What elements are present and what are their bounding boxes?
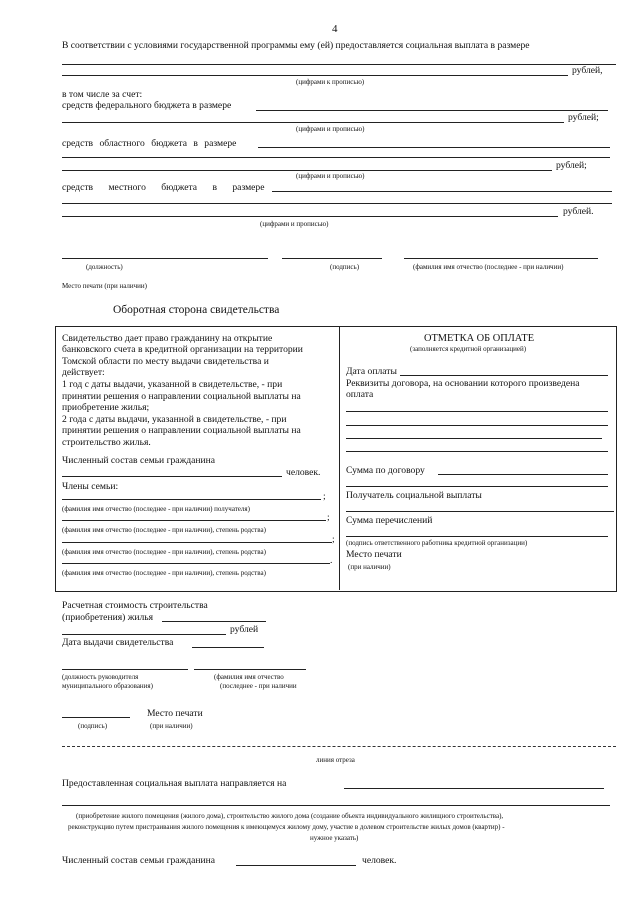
amount-line: [62, 75, 568, 76]
payment-date-line: [400, 375, 608, 376]
position-hint: (должность): [86, 263, 123, 271]
name-line: [404, 258, 598, 259]
cut-line: [62, 746, 616, 747]
persons-label: человек.: [286, 467, 321, 478]
member-hint: (фамилия имя отчество (последнее - при наличии), степень родства): [62, 548, 266, 556]
local-amount-line: [62, 203, 612, 204]
separator: ;: [332, 534, 335, 545]
head-position-line: [62, 669, 188, 670]
regional-label: средств областного бюджета в размере: [62, 138, 237, 149]
contract-sum-line: [438, 474, 608, 475]
stamp-place: Место печати (при наличии): [62, 282, 147, 290]
family-members-label: Члены семьи:: [62, 481, 119, 492]
head-position-hint: (должность руководителя: [62, 673, 139, 681]
signature-hint: (подпись): [78, 722, 108, 730]
purpose-hint: (приобретение жилого помещения (жилого дома), строительство жилого дома (создание объекта индивидуального жилищного строительства),: [76, 812, 504, 820]
member-hint: (фамилия имя отчество (последнее - при наличии), степень родства): [62, 526, 266, 534]
validity-line: Томской области по месту выдачи свидетельства и: [62, 356, 269, 367]
contract-details-line: [346, 438, 602, 439]
signature-hint: (подпись): [330, 263, 360, 271]
hint-words: (цифрами к прописью): [296, 78, 365, 86]
family-count-label: Численный состав семьи гражданина: [62, 455, 215, 466]
transfer-sum-line: [346, 536, 608, 537]
transfer-sum-label: Сумма перечислений: [346, 515, 433, 526]
validity-line: приобретение жилья;: [62, 402, 150, 413]
contract-details-line: [346, 425, 608, 426]
member-line: [62, 499, 321, 500]
head-position-hint: муниципального образования): [62, 682, 153, 690]
contract-details-label: оплата: [346, 389, 374, 400]
validity-line: строительство жилья.: [62, 437, 151, 448]
rubles-label: рублей.: [563, 206, 594, 217]
validity-line: 1 год с даты выдачи, указанной в свидетельстве, - при: [62, 379, 283, 390]
purpose-hint: реконструкцию путем пристраивания жилого помещения к имеющемуся жилому дому, участие в долевом строительстве жилых домов (квартир) -: [68, 823, 505, 831]
stamp-hint: (при наличии): [150, 722, 193, 730]
rubles-label: рублей: [230, 624, 259, 635]
name-hint: (фамилия имя отчество (последнее - при наличии): [413, 263, 564, 271]
directed-to-label: Предоставленная социальная выплата направляется на: [62, 778, 287, 789]
head-name-hint: (фамилия имя отчество: [214, 673, 284, 681]
separator: ;: [327, 512, 330, 523]
contract-sum-line: [346, 486, 608, 487]
purpose-hint: нужное указать): [310, 834, 359, 842]
contract-details-line: [346, 411, 608, 412]
validity-line: принятии решения о направлении социальной выплаты на: [62, 425, 301, 436]
signature-line: [282, 258, 382, 259]
regional-amount-line: [62, 157, 610, 158]
local-amount-line: [272, 191, 612, 192]
validity-line: принятии решения о направлении социальной выплаты на: [62, 391, 301, 402]
persons-label: человек.: [362, 855, 397, 866]
family-count-line: [62, 476, 282, 477]
issue-date-label: Дата выдачи свидетельства: [62, 637, 174, 648]
federal-amount-line: [256, 110, 608, 111]
recipient-label: Получатель социальной выплаты: [346, 490, 482, 501]
member-hint: (фамилия имя отчество (последнее - при наличии), степень родства): [62, 569, 266, 577]
intro-text: В соответствии с условиями государственной программы ему (ей) предоставляется социальная выплата в размере: [62, 40, 530, 51]
family-count-line: [236, 865, 356, 866]
stamp-label: Место печати: [346, 549, 402, 560]
validity-line: 2 года с даты выдачи, указанной в свидетельстве, - при: [62, 414, 287, 425]
head-name-line: [194, 669, 306, 670]
calc-cost-line: [162, 621, 266, 622]
validity-line: Свидетельство дает право гражданину на открытие: [62, 333, 273, 344]
stamp-label: Место печати: [147, 708, 203, 719]
amount-line: [62, 64, 616, 65]
rubles-label: рублей;: [568, 112, 599, 123]
member-line: [62, 520, 326, 521]
rubles-label: рублей,: [572, 65, 603, 76]
page-number: 4: [332, 23, 338, 35]
validity-line: банковского счета в кредитной организации на территории: [62, 344, 303, 355]
hint-words: (цифрами и прописью): [296, 125, 365, 133]
hint-words: (цифрами и прописью): [260, 220, 329, 228]
payment-mark-title: ОТМЕТКА ОБ ОПЛАТЕ: [424, 333, 535, 344]
member-line: [62, 542, 332, 543]
family-count-label: Численный состав семьи гражданина: [62, 855, 215, 866]
box-divider: [339, 326, 340, 590]
federal-amount-line: [62, 122, 564, 123]
contract-sum-label: Сумма по договору: [346, 465, 425, 476]
regional-amount-line: [62, 170, 552, 171]
contract-details-label: Реквизиты договора, на основании которого произведена: [346, 378, 580, 389]
cut-line-label: линия отреза: [316, 756, 355, 764]
calc-cost-label: Расчетная стоимость строительства: [62, 600, 208, 611]
calc-cost-label: (приобретения) жилья: [62, 612, 154, 623]
member-line: [62, 563, 330, 564]
reverse-side-title: Оборотная сторона свидетельства: [113, 304, 280, 316]
federal-label: средств федерального бюджета в размере: [62, 100, 232, 111]
local-label: средств местного бюджета в размере: [62, 182, 265, 193]
directed-to-line: [62, 805, 610, 806]
officer-signature-hint: (подпись ответственного работника кредитной организации): [346, 539, 528, 547]
validity-line: действует:: [62, 367, 105, 378]
recipient-hint: (фамилия имя отчество (последнее - при наличии) получателя): [62, 505, 250, 513]
hint-words: (цифрами и прописью): [296, 172, 365, 180]
separator: .: [330, 555, 333, 566]
regional-amount-line: [258, 147, 610, 148]
including-label: в том числе за счет:: [62, 89, 143, 100]
recipient-line: [346, 511, 614, 512]
payment-mark-subtitle: (заполняется кредитной организацией): [410, 345, 527, 353]
issue-date-line: [192, 647, 264, 648]
separator: ;: [323, 491, 326, 502]
signature-line: [62, 717, 130, 718]
rubles-label: рублей;: [556, 160, 587, 171]
position-line: [62, 258, 268, 259]
directed-to-line: [344, 788, 604, 789]
local-amount-line: [62, 216, 558, 217]
payment-date-label: Дата оплаты: [346, 366, 397, 377]
contract-details-line: [346, 451, 608, 452]
stamp-hint: (при наличии): [348, 563, 391, 571]
calc-cost-line: [62, 634, 226, 635]
head-name-hint: (последнее - при наличии: [220, 682, 297, 690]
